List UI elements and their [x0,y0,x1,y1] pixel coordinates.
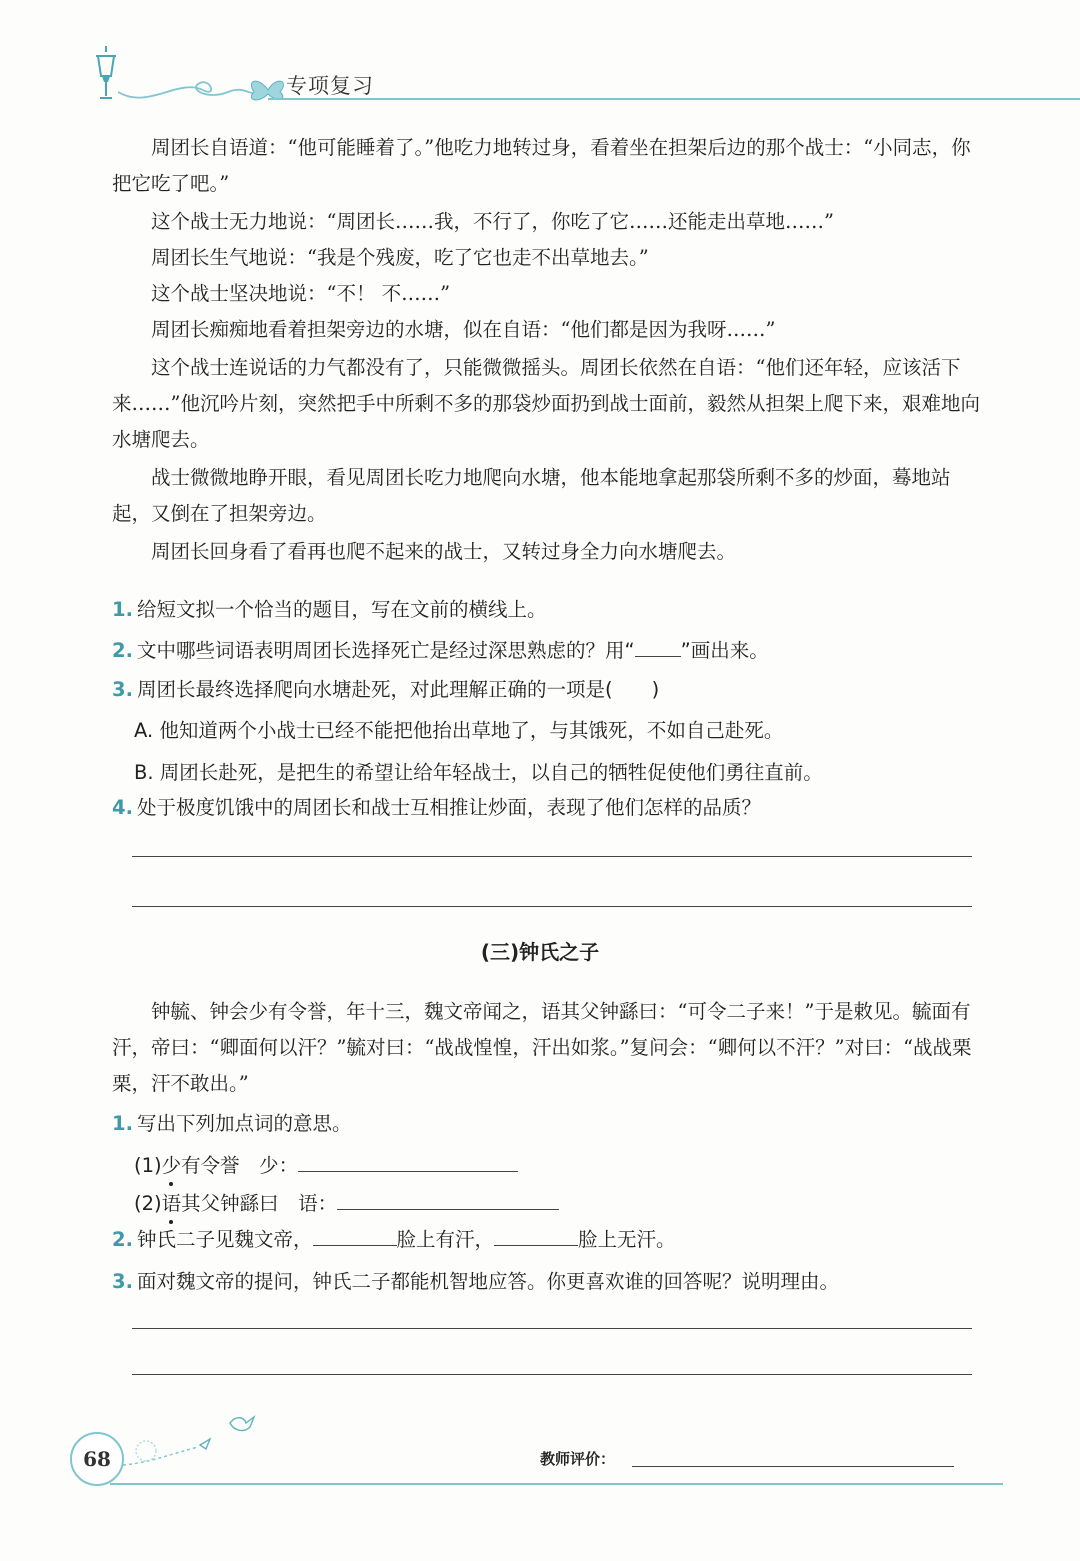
question-text: 钟氏二子见魏文帝， [136,1228,313,1251]
underline-sample [635,636,681,657]
question-text: 处于极度饥饿中的周团长和战士互相推让炒面，表现了他们怎样的品质？ [136,796,761,819]
story-paragraph: 周团长痴痴地看着担架旁边的水塘，似在自语：“他们都是因为我呀……” [151,318,776,341]
question-text: 周团长最终选择爬向水塘赴死，对此理解正确的一项是( ) [136,678,660,701]
answer-line[interactable] [132,1374,972,1375]
question-3 [112,672,982,708]
item-number: (2) [134,1192,162,1215]
footer-bird-decoration-icon [118,1405,268,1475]
footer-rule [110,1483,1003,1485]
story-paragraph: 周团长自语道：“他可能睡着了。”他吃力地转过身，看着坐在担架后边的那个战士：“小同志，你把它吃了吧。” [112,136,971,195]
question-text: 面对魏文帝的提问，钟氏二子都能机智地应答。你更喜欢谁的回答呢？说明理由。 [136,1270,839,1293]
option-b: B. 周团长赴死，是把生的希望让给年轻战士，以自己的牺牲促使他们勇往直前。 [134,761,823,784]
question-number: 1. [112,598,133,621]
page-number: 68 [70,1432,124,1486]
story-paragraph: 周团长生气地说：“我是个残废，吃了它也走不出草地去。” [151,246,649,269]
header-title: 专项复习 [286,74,374,98]
question-text: 写出下列加点词的意思。 [136,1112,352,1135]
teacher-evaluation-label: 教师评价： [540,1450,616,1468]
story-text [112,130,980,570]
s3-question-3 [112,1264,982,1300]
section-paragraph: 钟毓、钟会少有令誉，年十三，魏文帝闻之，语其父钟繇曰：“可令二子来！”于是敕见。毓面有汗，帝曰：“卿面何以汗？”毓对曰：“战战惶惶，汗出如浆。”复问会：“卿何以不汗？”对曰：“战战栗栗，汗不敢出。” [112,1000,972,1095]
question-number: 2. [112,639,133,662]
section-paragraph-wrap [112,994,980,1102]
question-number: 3. [112,678,133,701]
question-text: 脸上无汗。 [578,1228,676,1251]
question-number: 4. [112,796,133,819]
question-4 [112,790,982,826]
story-paragraph: 这个战士坚决地说：“不！ 不……” [151,282,451,305]
option-a: A. 他知道两个小战士已经不能把他抬出草地了，与其饿死，不如自己赴死。 [134,719,784,742]
question-text: 文中哪些词语表明周团长选择死亡是经过深思熟虑的？用“ [136,639,635,662]
story-paragraph: 这个战士无力地说：“周团长……我，不行了，你吃了它……还能走出草地……” [151,210,834,233]
header-rule [268,98,1080,100]
question-1 [112,592,982,628]
answer-blank[interactable] [313,1225,397,1246]
page-header [88,40,1078,110]
answer-line[interactable] [132,856,972,857]
item-text: 其父钟繇曰 语： [181,1192,338,1215]
s3-item-2 [134,1188,559,1216]
s3-question-1 [112,1106,982,1142]
question-number: 1. [112,1112,133,1135]
story-paragraph: 这个战士连说话的力气都没有了，只能微微摇头。周团长依然在自语：“他们还年轻，应该活下来……”他沉吟片刻，突然把手中所剩不多的那袋炒面扔到战士面前，毅然从担架上爬下来，艰难地向水塘爬去。 [112,356,980,451]
answer-line[interactable] [132,1328,972,1329]
question-2 [112,633,982,669]
s3-item-1 [134,1150,518,1178]
answer-line[interactable] [132,906,972,907]
question-text: 给短文拟一个恰当的题目，写在文前的横线上。 [136,598,547,621]
question-number: 2. [112,1228,133,1251]
s3-question-2 [112,1222,982,1258]
answer-blank[interactable] [337,1189,559,1210]
dotted-word: 少 [161,1154,182,1177]
section-title: (三)钟氏之子 [480,940,600,964]
question-text: 脸上有汗， [396,1228,495,1251]
item-number: (1) [134,1154,162,1177]
story-paragraph: 周团长回身看了看再也爬不起来的战士，又转过身全力向水塘爬去。 [151,540,737,563]
question-text: ”画出来。 [680,639,769,662]
teacher-evaluation-line[interactable] [632,1466,954,1467]
story-paragraph: 战士微微地睁开眼，看见周团长吃力地爬向水塘，他本能地拿起那袋所剩不多的炒面，蓦地站起，又倒在了担架旁边。 [112,466,951,525]
item-text: 有令誉 少： [181,1154,299,1177]
answer-blank[interactable] [298,1151,518,1172]
answer-blank[interactable] [494,1225,578,1246]
dotted-word: 语 [161,1192,182,1215]
question-number: 3. [112,1270,133,1293]
